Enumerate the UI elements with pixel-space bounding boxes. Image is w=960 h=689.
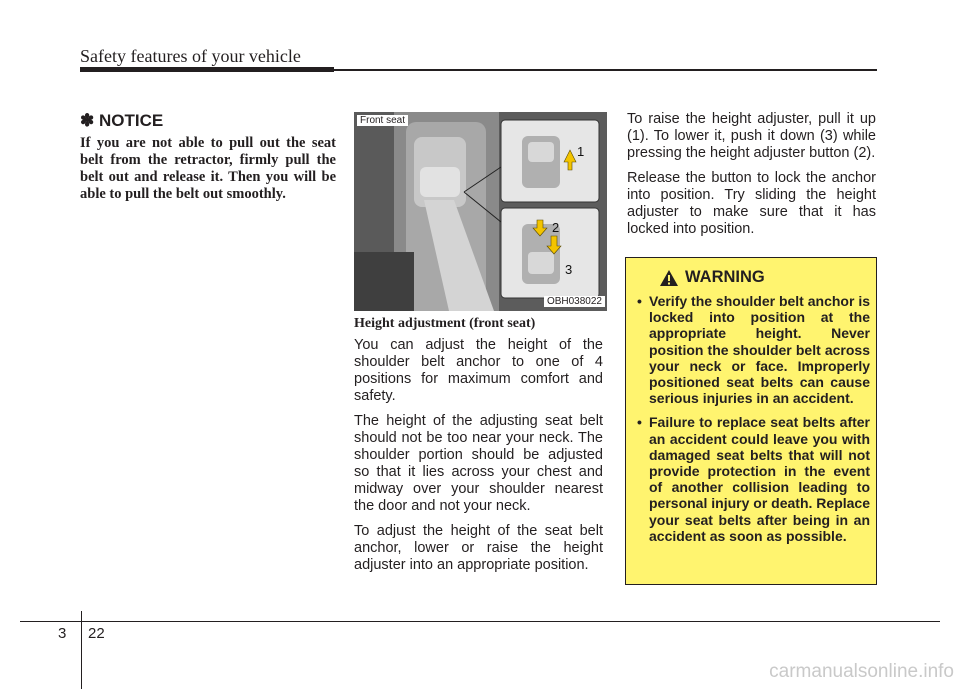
callout-3: 3 — [565, 262, 573, 277]
callout-2: 2 — [552, 220, 560, 235]
notice-symbol-icon: ✽ — [80, 111, 95, 130]
footer-divider — [81, 611, 82, 689]
seat-belt-illustration — [354, 112, 607, 311]
section-body-right — [627, 111, 876, 246]
paragraph: The height of the adjusting seat belt should not be too near your neck. The shoulder portion should be adjusted so that it lies across your chest and midway over your shoulder nearest the door and not your neck. — [354, 413, 603, 514]
warning-list — [637, 293, 870, 552]
notice-title — [80, 111, 163, 131]
warning-title: WARNING — [685, 268, 765, 286]
watermark: carmanualsonline.info — [769, 661, 954, 682]
header-rule — [80, 67, 877, 72]
footer-rule — [20, 621, 940, 622]
warning-box — [625, 257, 877, 585]
section-heading: Height adjustment (front seat) — [354, 316, 536, 331]
page-number: 22 — [88, 625, 105, 642]
list-item: • Failure to replace seat belts after an accident could leave you with damaged seat belts that will not provide protection in the event of another collision leading to personal injury or death. Replace your seat belts after being in an accident as soon as possible. — [637, 414, 870, 544]
figure-label: Front seat — [357, 115, 408, 126]
paragraph: You can adjust the height of the shoulder belt anchor to one of 4 positions for maximum comfort and safety. — [354, 337, 603, 404]
callout-1: 1 — [577, 144, 585, 159]
warning-triangle-icon — [659, 269, 679, 287]
paragraph: To adjust the height of the seat belt anchor, lower or raise the height adjuster into an appropriate position. — [354, 523, 603, 573]
seat-belt-figure — [354, 112, 607, 311]
page-header-title: Safety features of your vehicle — [80, 46, 301, 66]
warning-header — [659, 268, 765, 287]
notice-body: If you are not able to pull out the seat belt from the retractor, firmly pull the belt out and release it. Then you will be able to pull the belt out smoothly. — [80, 135, 336, 202]
paragraph: To raise the height adjuster, pull it up (1). To lower it, push it down (3) while pressing the height adjuster button (2). — [627, 111, 876, 161]
figure-code: OBH038022 — [544, 296, 605, 307]
notice-title-text: NOTICE — [98, 111, 164, 130]
page-chapter: 3 — [58, 625, 67, 642]
paragraph: Release the button to lock the anchor into position. Try sliding the height adjuster to make sure that it has locked into position. — [627, 170, 876, 237]
list-item: • Verify the shoulder belt anchor is locked into position at the appropriate height. Never position the shoulder belt across your neck or face. Improperly positioned seat belts can cause serious injuries in an accident. — [637, 293, 870, 406]
section-body-left — [354, 337, 603, 582]
